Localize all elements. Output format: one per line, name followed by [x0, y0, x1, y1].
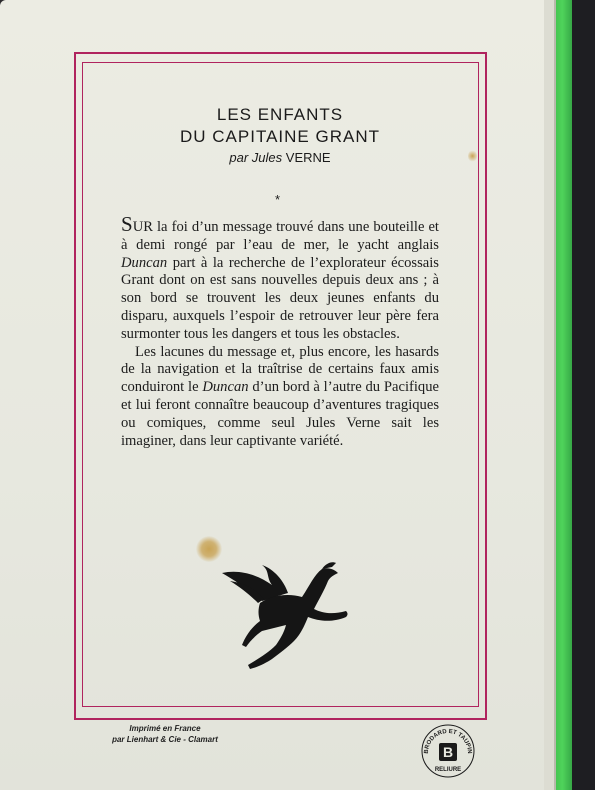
paper-stain-small — [468, 150, 477, 162]
pegasus-icon — [210, 555, 360, 675]
imprint-line-1: Imprimé en France — [129, 724, 201, 733]
summary-paragraph-1 — [121, 212, 439, 344]
author-name: VERNE — [285, 150, 331, 165]
ornament-star: * — [275, 192, 281, 207]
seal-label: RELIURE — [434, 767, 462, 773]
ship-name: Duncan — [202, 379, 249, 396]
ship-name: Duncan — [121, 254, 168, 271]
author-prefix: par Jules — [229, 150, 283, 165]
drop-cap: S — [121, 212, 133, 236]
seal-letter: B — [442, 744, 454, 760]
author-line — [120, 150, 440, 165]
summary-paragraph-2 — [121, 344, 439, 451]
summary-p1-end: part à la recherche de l’explorateur écossais Grant dont on est sans nouvelles depuis deux ans ; à son bord se trouvent les deux jeunes enfants du disparu, auxquels l’espoir de retrouver leur père fera surmonter tous les dangers et tous les obstacles. — [121, 254, 439, 342]
printer-imprint — [80, 723, 250, 745]
seal-arc-text: BRODARD ET TAUPIN — [423, 728, 473, 754]
imprint-line-2: par Lienhart & Cie - Clamart — [112, 735, 218, 744]
title-line-2: DU CAPITAINE GRANT — [180, 127, 380, 146]
book-title — [120, 104, 440, 148]
background-surface — [572, 0, 595, 790]
cover-edge — [544, 0, 556, 790]
title-line-1: LES ENFANTS — [216, 105, 344, 124]
summary-p2-end: d’un bord à l’autre du Pacifique et lui feront connaître beaucoup d’aventures tragiques ou comiques, comme seul Jules Verne sait les imaginer, dans leur captivante variété. — [121, 379, 439, 449]
summary-p2-start: Les lacunes du message et, plus encore, les hasards de la navigation et la traîtrise de certains faux amis conduiront le — [121, 343, 439, 396]
summary-p1-start: UR la foi d’un message trouvé dans une bouteille et à demi rongé par l’eau de mer, le yacht anglais — [121, 219, 439, 253]
binder-seal-icon — [420, 723, 476, 779]
summary-text — [121, 212, 439, 450]
